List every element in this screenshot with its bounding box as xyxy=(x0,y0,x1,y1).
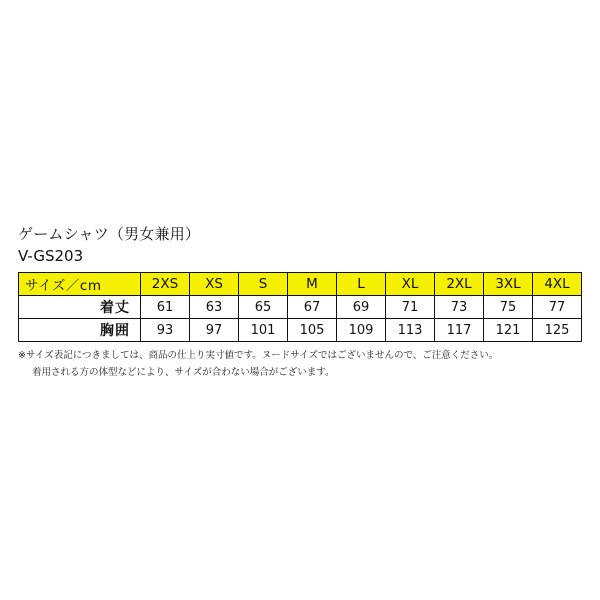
row-label-kyoui: 胸囲 xyxy=(19,319,141,342)
cell-kyoui-l: 109 xyxy=(337,319,386,342)
cell-kitake-xs: 63 xyxy=(190,296,239,319)
table-header-row xyxy=(19,273,582,296)
cell-kitake-s: 65 xyxy=(239,296,288,319)
note-fit: 着用される方の体型などにより、サイズが合わない場合がございます。 xyxy=(32,367,335,378)
column-header-m: M xyxy=(288,273,337,296)
cell-kyoui-4xl: 125 xyxy=(533,319,582,342)
cell-kitake-3xl: 75 xyxy=(484,296,533,319)
column-header-4xl: 4XL xyxy=(533,273,582,296)
cell-kitake-4xl: 77 xyxy=(533,296,582,319)
cell-kyoui-2xl: 117 xyxy=(435,319,484,342)
column-header-xl: XL xyxy=(386,273,435,296)
column-header-2xs: 2XS xyxy=(141,273,190,296)
cell-kitake-xl: 71 xyxy=(386,296,435,319)
cell-kitake-2xs: 61 xyxy=(141,296,190,319)
note-measurement: ※サイズ表記につきましては、商品の仕上り実寸値です。ヌードサイズではございませんので、ご注意ください。 xyxy=(18,350,499,361)
cell-kitake-2xl: 73 xyxy=(435,296,484,319)
page-title: ゲームシャツ（男女兼用） xyxy=(18,225,201,243)
column-header-3xl: 3XL xyxy=(484,273,533,296)
column-header-l: L xyxy=(337,273,386,296)
table-row xyxy=(19,296,582,319)
column-header-xs: XS xyxy=(190,273,239,296)
size-table xyxy=(18,272,582,342)
size-table-head xyxy=(19,273,582,296)
size-chart-block xyxy=(18,224,582,380)
table-corner-header: サイズ／cm xyxy=(19,273,141,296)
column-header-2xl: 2XL xyxy=(435,273,484,296)
column-header-s: S xyxy=(239,273,288,296)
cell-kyoui-2xs: 93 xyxy=(141,319,190,342)
cell-kyoui-s: 101 xyxy=(239,319,288,342)
cell-kitake-m: 67 xyxy=(288,296,337,319)
table-row xyxy=(19,319,582,342)
cell-kyoui-xl: 113 xyxy=(386,319,435,342)
size-table-body xyxy=(19,296,582,342)
cell-kyoui-3xl: 121 xyxy=(484,319,533,342)
cell-kitake-l: 69 xyxy=(337,296,386,319)
cell-kyoui-xs: 97 xyxy=(190,319,239,342)
cell-kyoui-m: 105 xyxy=(288,319,337,342)
row-label-kitake: 着丈 xyxy=(19,296,141,319)
product-code: V-GS203 xyxy=(18,247,84,265)
